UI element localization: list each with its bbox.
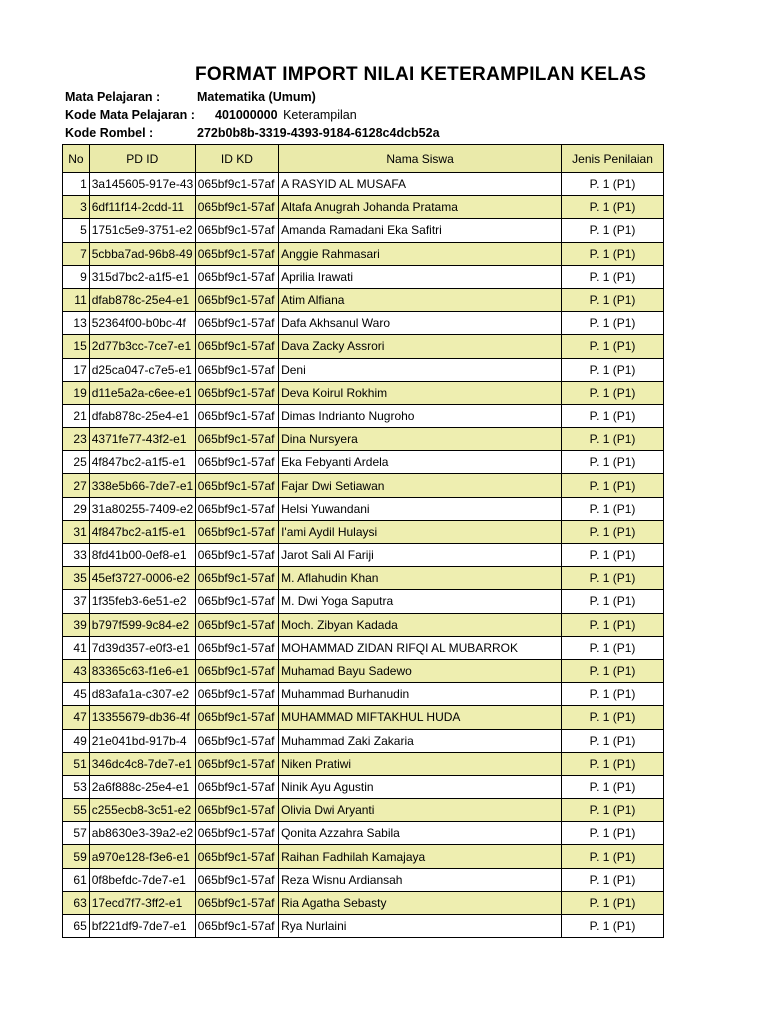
cell-pd-id[interactable]: dfab878c-25e4-e1 — [89, 404, 195, 427]
cell-no[interactable]: 65 — [63, 915, 90, 938]
cell-nama-siswa[interactable]: Muhamad Bayu Sadewo — [279, 659, 562, 682]
cell-pd-id[interactable]: 346dc4c8-7de7-e1 — [89, 752, 195, 775]
cell-jenis-penilaian[interactable]: P. 1 (P1) — [562, 288, 664, 311]
cell-no[interactable]: 19 — [63, 381, 90, 404]
table-row — [63, 845, 664, 868]
cell-id-kd[interactable]: 065bf9c1-57af — [195, 659, 278, 682]
cell-no[interactable]: 35 — [63, 567, 90, 590]
cell-jenis-penilaian[interactable]: P. 1 (P1) — [562, 868, 664, 891]
cell-no[interactable]: 33 — [63, 544, 90, 567]
kode-rombel-value: 272b0b8b-3319-4393-9184-6128c4dcb52a — [197, 126, 440, 140]
cell-no[interactable]: 59 — [63, 845, 90, 868]
table-row — [63, 683, 664, 706]
cell-jenis-penilaian[interactable]: P. 1 (P1) — [562, 474, 664, 497]
cell-nama-siswa[interactable]: Muhammad Burhanudin — [279, 683, 562, 706]
cell-pd-id[interactable]: 5cbba7ad-96b8-49 — [89, 242, 195, 265]
cell-no[interactable]: 7 — [63, 242, 90, 265]
table-row — [63, 173, 664, 196]
cell-no[interactable]: 9 — [63, 265, 90, 288]
cell-nama-siswa[interactable]: Raihan Fadhilah Kamajaya — [279, 845, 562, 868]
cell-nama-siswa[interactable]: MOHAMMAD ZIDAN RIFQI AL MUBARROK — [279, 636, 562, 659]
cell-id-kd[interactable]: 065bf9c1-57af — [195, 636, 278, 659]
cell-nama-siswa[interactable]: Anggie Rahmasari — [279, 242, 562, 265]
cell-id-kd[interactable]: 065bf9c1-57af — [195, 845, 278, 868]
cell-pd-id[interactable]: 21e041bd-917b-4 — [89, 729, 195, 752]
kode-rombel-label: Kode Rombel : — [65, 126, 154, 140]
cell-id-kd[interactable]: 065bf9c1-57af — [195, 335, 278, 358]
table-row — [63, 613, 664, 636]
cell-pd-id[interactable]: ab8630e3-39a2-e2 — [89, 822, 195, 845]
cell-pd-id[interactable]: c255ecb8-3c51-e2 — [89, 799, 195, 822]
cell-id-kd[interactable]: 065bf9c1-57af — [195, 544, 278, 567]
cell-pd-id[interactable]: 0f8befdc-7de7-e1 — [89, 868, 195, 891]
cell-id-kd[interactable]: 065bf9c1-57af — [195, 729, 278, 752]
cell-jenis-penilaian[interactable]: P. 1 (P1) — [562, 775, 664, 798]
cell-jenis-penilaian[interactable]: P. 1 (P1) — [562, 659, 664, 682]
cell-nama-siswa[interactable]: MUHAMMAD MIFTAKHUL HUDA — [279, 706, 562, 729]
table-row — [63, 752, 664, 775]
table-row — [63, 196, 664, 219]
cell-pd-id[interactable]: 4371fe77-43f2-e1 — [89, 428, 195, 451]
cell-nama-siswa[interactable]: M. Aflahudin Khan — [279, 567, 562, 590]
mata-pelajaran-label: Mata Pelajaran : — [65, 90, 161, 104]
cell-jenis-penilaian[interactable]: P. 1 (P1) — [562, 590, 664, 613]
cell-no[interactable]: 55 — [63, 799, 90, 822]
cell-jenis-penilaian[interactable]: P. 1 (P1) — [562, 752, 664, 775]
table-row — [63, 219, 664, 242]
cell-jenis-penilaian[interactable]: P. 1 (P1) — [562, 613, 664, 636]
cell-pd-id[interactable]: 1f35feb3-6e51-e2 — [89, 590, 195, 613]
cell-nama-siswa[interactable]: Olivia Dwi Aryanti — [279, 799, 562, 822]
cell-jenis-penilaian[interactable]: P. 1 (P1) — [562, 822, 664, 845]
cell-id-kd[interactable]: 065bf9c1-57af — [195, 497, 278, 520]
kode-mapel-label: Kode Mata Pelajaran : — [65, 108, 195, 122]
cell-pd-id[interactable]: d83afa1a-c307-e2 — [89, 683, 195, 706]
table-row — [63, 822, 664, 845]
cell-jenis-penilaian[interactable]: P. 1 (P1) — [562, 196, 664, 219]
cell-id-kd[interactable]: 065bf9c1-57af — [195, 567, 278, 590]
cell-no[interactable]: 41 — [63, 636, 90, 659]
cell-pd-id[interactable]: dfab878c-25e4-e1 — [89, 288, 195, 311]
cell-id-kd[interactable]: 065bf9c1-57af — [195, 799, 278, 822]
cell-no[interactable]: 11 — [63, 288, 90, 311]
cell-jenis-penilaian[interactable]: P. 1 (P1) — [562, 358, 664, 381]
table-row — [63, 451, 664, 474]
table-row — [63, 868, 664, 891]
cell-no[interactable]: 57 — [63, 822, 90, 845]
cell-id-kd[interactable]: 065bf9c1-57af — [195, 775, 278, 798]
cell-no[interactable]: 61 — [63, 868, 90, 891]
cell-jenis-penilaian[interactable]: P. 1 (P1) — [562, 520, 664, 543]
page-title: FORMAT IMPORT NILAI KETERAMPILAN KELAS — [195, 64, 647, 85]
cell-no[interactable]: 63 — [63, 891, 90, 914]
header-pd-id[interactable]: PD ID — [89, 145, 195, 173]
table-row — [63, 706, 664, 729]
table-row — [63, 242, 664, 265]
cell-no[interactable]: 15 — [63, 335, 90, 358]
cell-pd-id[interactable]: d25ca047-c7e5-e1 — [89, 358, 195, 381]
cell-no[interactable]: 3 — [63, 196, 90, 219]
cell-id-kd[interactable]: 065bf9c1-57af — [195, 891, 278, 914]
cell-nama-siswa[interactable]: Ninik Ayu Agustin — [279, 775, 562, 798]
cell-id-kd[interactable]: 065bf9c1-57af — [195, 312, 278, 335]
cell-nama-siswa[interactable]: Dina Nursyera — [279, 428, 562, 451]
cell-no[interactable]: 27 — [63, 474, 90, 497]
cell-jenis-penilaian[interactable]: P. 1 (P1) — [562, 891, 664, 914]
cell-nama-siswa[interactable]: Helsi Yuwandani — [279, 497, 562, 520]
table-row — [63, 729, 664, 752]
cell-jenis-penilaian[interactable]: P. 1 (P1) — [562, 683, 664, 706]
cell-id-kd[interactable]: 065bf9c1-57af — [195, 288, 278, 311]
table-row — [63, 335, 664, 358]
cell-id-kd[interactable]: 065bf9c1-57af — [195, 868, 278, 891]
cell-pd-id[interactable]: 17ecd7f7-3ff2-e1 — [89, 891, 195, 914]
cell-no[interactable]: 21 — [63, 404, 90, 427]
cell-nama-siswa[interactable]: Dava Zacky Assrori — [279, 335, 562, 358]
cell-nama-siswa[interactable]: Amanda Ramadani Eka Safitri — [279, 219, 562, 242]
cell-pd-id[interactable]: a970e128-f3e6-e1 — [89, 845, 195, 868]
table-row — [63, 567, 664, 590]
cell-id-kd[interactable]: 065bf9c1-57af — [195, 683, 278, 706]
cell-nama-siswa[interactable]: Rya Nurlaini — [279, 915, 562, 938]
cell-id-kd[interactable]: 065bf9c1-57af — [195, 219, 278, 242]
cell-no[interactable]: 17 — [63, 358, 90, 381]
cell-id-kd[interactable]: 065bf9c1-57af — [195, 590, 278, 613]
cell-nama-siswa[interactable]: Dafa Akhsanul Waro — [279, 312, 562, 335]
cell-jenis-penilaian[interactable]: P. 1 (P1) — [562, 497, 664, 520]
table-row — [63, 288, 664, 311]
table-row — [63, 915, 664, 938]
cell-jenis-penilaian[interactable]: P. 1 (P1) — [562, 636, 664, 659]
table-row — [63, 799, 664, 822]
cell-jenis-penilaian[interactable]: P. 1 (P1) — [562, 312, 664, 335]
cell-id-kd[interactable]: 065bf9c1-57af — [195, 613, 278, 636]
cell-pd-id[interactable]: 7d39d357-e0f3-e1 — [89, 636, 195, 659]
mata-pelajaran-value: Matematika (Umum) — [197, 90, 316, 104]
cell-nama-siswa[interactable]: Atim Alfiana — [279, 288, 562, 311]
cell-jenis-penilaian[interactable]: P. 1 (P1) — [562, 335, 664, 358]
cell-nama-siswa[interactable]: Deva Koirul Rokhim — [279, 381, 562, 404]
cell-jenis-penilaian[interactable]: P. 1 (P1) — [562, 544, 664, 567]
cell-no[interactable]: 29 — [63, 497, 90, 520]
cell-no[interactable]: 53 — [63, 775, 90, 798]
cell-nama-siswa[interactable]: Qonita Azzahra Sabila — [279, 822, 562, 845]
cell-jenis-penilaian[interactable]: P. 1 (P1) — [562, 173, 664, 196]
cell-id-kd[interactable]: 065bf9c1-57af — [195, 451, 278, 474]
cell-jenis-penilaian[interactable]: P. 1 (P1) — [562, 428, 664, 451]
cell-id-kd[interactable]: 065bf9c1-57af — [195, 822, 278, 845]
cell-pd-id[interactable]: 2d77b3cc-7ce7-e1 — [89, 335, 195, 358]
header-no[interactable]: No — [63, 145, 90, 173]
cell-nama-siswa[interactable]: Fajar Dwi Setiawan — [279, 474, 562, 497]
cell-jenis-penilaian[interactable]: P. 1 (P1) — [562, 451, 664, 474]
cell-no[interactable]: 5 — [63, 219, 90, 242]
header-id-kd[interactable]: ID KD — [195, 145, 278, 173]
cell-id-kd[interactable]: 065bf9c1-57af — [195, 404, 278, 427]
table-row — [63, 659, 664, 682]
cell-pd-id[interactable]: 8fd41b00-0ef8-e1 — [89, 544, 195, 567]
cell-nama-siswa[interactable]: Muhammad Zaki Zakaria — [279, 729, 562, 752]
cell-pd-id[interactable]: 13355679-db36-4f — [89, 706, 195, 729]
cell-nama-siswa[interactable]: Deni — [279, 358, 562, 381]
table-row — [63, 497, 664, 520]
cell-pd-id[interactable]: 1751c5e9-3751-e2 — [89, 219, 195, 242]
cell-nama-siswa[interactable]: Jarot Sali Al Fariji — [279, 544, 562, 567]
cell-pd-id[interactable]: 315d7bc2-a1f5-e1 — [89, 265, 195, 288]
cell-no[interactable]: 43 — [63, 659, 90, 682]
table-row — [63, 404, 664, 427]
meta-mata-pelajaran — [65, 90, 316, 104]
table-row — [63, 775, 664, 798]
cell-id-kd[interactable]: 065bf9c1-57af — [195, 265, 278, 288]
cell-id-kd[interactable]: 065bf9c1-57af — [195, 752, 278, 775]
cell-no[interactable]: 39 — [63, 613, 90, 636]
kode-mapel-suffix: Keterampilan — [283, 108, 357, 122]
cell-no[interactable]: 49 — [63, 729, 90, 752]
cell-pd-id[interactable]: 6df11f14-2cdd-11 — [89, 196, 195, 219]
table-row — [63, 636, 664, 659]
cell-pd-id[interactable]: 45ef3727-0006-e2 — [89, 567, 195, 590]
cell-no[interactable]: 45 — [63, 683, 90, 706]
table-row — [63, 590, 664, 613]
cell-nama-siswa[interactable]: Niken Pratiwi — [279, 752, 562, 775]
cell-nama-siswa[interactable]: M. Dwi Yoga Saputra — [279, 590, 562, 613]
cell-nama-siswa[interactable]: Aprilia Irawati — [279, 265, 562, 288]
cell-id-kd[interactable]: 065bf9c1-57af — [195, 474, 278, 497]
cell-jenis-penilaian[interactable]: P. 1 (P1) — [562, 219, 664, 242]
cell-jenis-penilaian[interactable]: P. 1 (P1) — [562, 381, 664, 404]
cell-id-kd[interactable]: 065bf9c1-57af — [195, 381, 278, 404]
cell-nama-siswa[interactable]: I'ami Aydil Hulaysi — [279, 520, 562, 543]
nilai-table — [62, 144, 664, 938]
cell-nama-siswa[interactable]: Ria Agatha Sebasty — [279, 891, 562, 914]
cell-id-kd[interactable]: 065bf9c1-57af — [195, 196, 278, 219]
cell-jenis-penilaian[interactable]: P. 1 (P1) — [562, 845, 664, 868]
header-jenis-penilaian[interactable]: Jenis Penilaian — [562, 145, 664, 173]
cell-jenis-penilaian[interactable]: P. 1 (P1) — [562, 799, 664, 822]
cell-pd-id[interactable]: 2a6f888c-25e4-e1 — [89, 775, 195, 798]
cell-nama-siswa[interactable]: Altafa Anugrah Johanda Pratama — [279, 196, 562, 219]
meta-kode-rombel — [65, 126, 440, 140]
cell-nama-siswa[interactable]: Dimas Indrianto Nugroho — [279, 404, 562, 427]
cell-jenis-penilaian[interactable]: P. 1 (P1) — [562, 404, 664, 427]
cell-id-kd[interactable]: 065bf9c1-57af — [195, 915, 278, 938]
cell-pd-id[interactable]: 4f847bc2-a1f5-e1 — [89, 451, 195, 474]
table-row — [63, 312, 664, 335]
table-row — [63, 358, 664, 381]
table-row — [63, 520, 664, 543]
cell-pd-id[interactable]: 83365c63-f1e6-e1 — [89, 659, 195, 682]
cell-no[interactable]: 47 — [63, 706, 90, 729]
cell-no[interactable]: 23 — [63, 428, 90, 451]
cell-pd-id[interactable]: 338e5b66-7de7-e1 — [89, 474, 195, 497]
cell-nama-siswa[interactable]: A RASYID AL MUSAFA — [279, 173, 562, 196]
cell-no[interactable]: 25 — [63, 451, 90, 474]
cell-nama-siswa[interactable]: Eka Febyanti Ardela — [279, 451, 562, 474]
table-row — [63, 428, 664, 451]
table-row — [63, 381, 664, 404]
cell-pd-id[interactable]: 52364f00-b0bc-4f — [89, 312, 195, 335]
cell-pd-id[interactable]: d11e5a2a-c6ee-e1 — [89, 381, 195, 404]
cell-jenis-penilaian[interactable]: P. 1 (P1) — [562, 729, 664, 752]
cell-jenis-penilaian[interactable]: P. 1 (P1) — [562, 567, 664, 590]
cell-jenis-penilaian[interactable]: P. 1 (P1) — [562, 706, 664, 729]
cell-jenis-penilaian[interactable]: P. 1 (P1) — [562, 265, 664, 288]
meta-kode-mapel — [65, 108, 357, 122]
table-row — [63, 544, 664, 567]
cell-no[interactable]: 31 — [63, 520, 90, 543]
cell-id-kd[interactable]: 065bf9c1-57af — [195, 706, 278, 729]
cell-pd-id[interactable]: b797f599-9c84-e2 — [89, 613, 195, 636]
cell-id-kd[interactable]: 065bf9c1-57af — [195, 428, 278, 451]
cell-pd-id[interactable]: 4f847bc2-a1f5-e1 — [89, 520, 195, 543]
cell-id-kd[interactable]: 065bf9c1-57af — [195, 242, 278, 265]
cell-no[interactable]: 37 — [63, 590, 90, 613]
cell-pd-id[interactable]: 31a80255-7409-e2 — [89, 497, 195, 520]
table-row — [63, 474, 664, 497]
cell-no[interactable]: 13 — [63, 312, 90, 335]
table-body — [63, 173, 664, 938]
table-header-row — [63, 145, 664, 173]
cell-pd-id[interactable]: bf221df9-7de7-e1 — [89, 915, 195, 938]
cell-id-kd[interactable]: 065bf9c1-57af — [195, 520, 278, 543]
table-row — [63, 891, 664, 914]
cell-nama-siswa[interactable]: Moch. Zibyan Kadada — [279, 613, 562, 636]
header-nama-siswa[interactable]: Nama Siswa — [279, 145, 562, 173]
cell-no[interactable]: 1 — [63, 173, 90, 196]
cell-no[interactable]: 51 — [63, 752, 90, 775]
kode-mapel-value: 401000000 — [215, 108, 278, 122]
cell-nama-siswa[interactable]: Reza Wisnu Ardiansah — [279, 868, 562, 891]
cell-jenis-penilaian[interactable]: P. 1 (P1) — [562, 915, 664, 938]
cell-jenis-penilaian[interactable]: P. 1 (P1) — [562, 242, 664, 265]
table-row — [63, 265, 664, 288]
cell-id-kd[interactable]: 065bf9c1-57af — [195, 358, 278, 381]
cell-pd-id[interactable]: 3a145605-917e-43 — [89, 173, 195, 196]
cell-id-kd[interactable]: 065bf9c1-57af — [195, 173, 278, 196]
